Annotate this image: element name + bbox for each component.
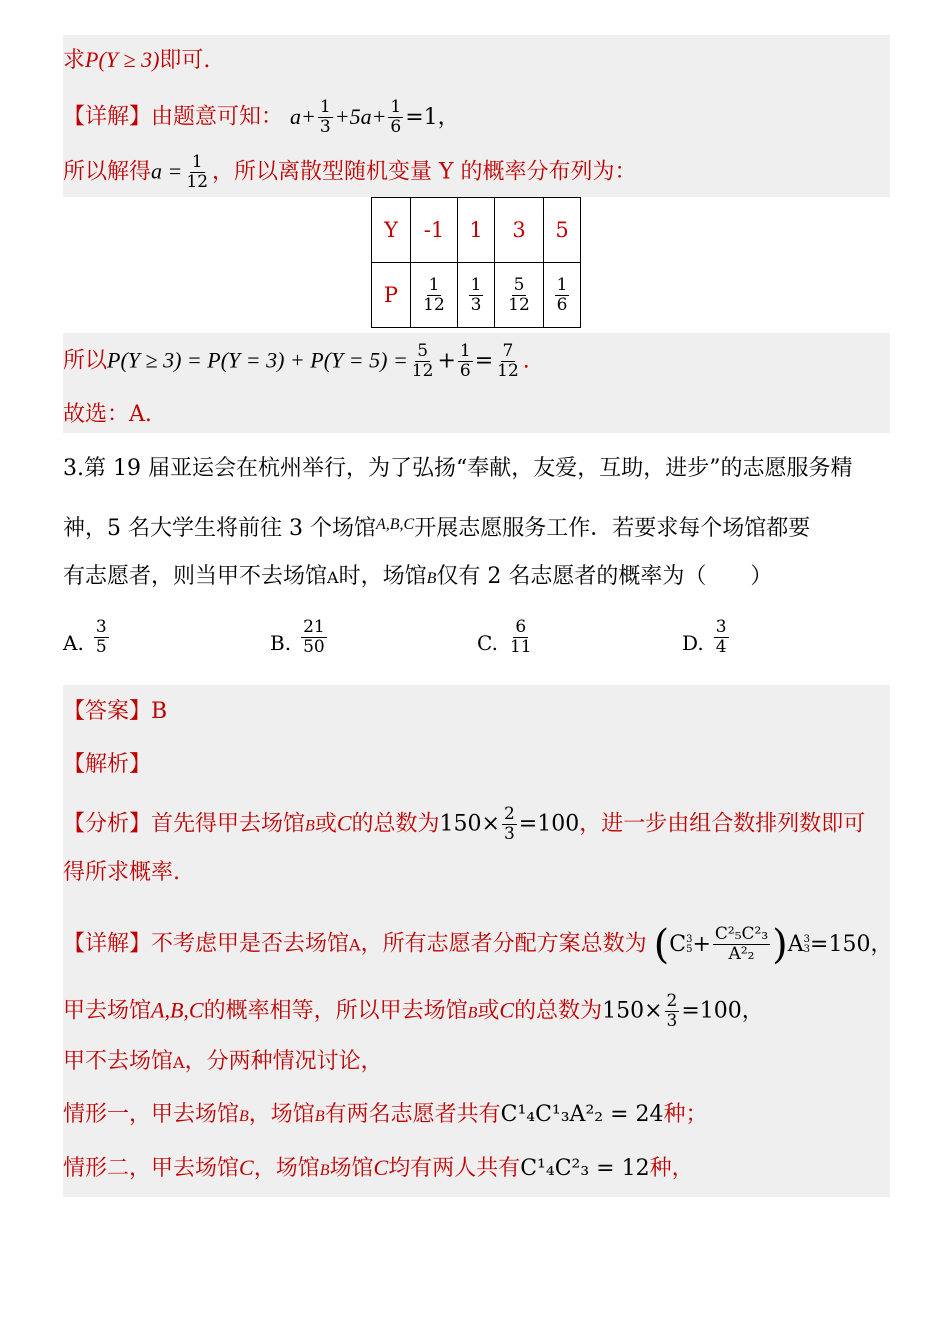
text: 或: [477, 998, 500, 1024]
denominator: 6: [459, 361, 471, 381]
text: 神，5 名大学生将前往 3 个场馆: [63, 516, 376, 541]
table-cell: 1: [458, 198, 495, 263]
sub: 3: [803, 943, 811, 955]
table-cell: [411, 263, 458, 328]
solve-line: [63, 153, 637, 192]
math-text: C¹₄C¹₃A²₂ = 24: [500, 1102, 664, 1127]
analysis-line-2: 得所求概率.: [63, 860, 180, 885]
math-text: B: [239, 1108, 249, 1125]
numerator: 7: [502, 341, 514, 361]
text: 所以解得: [63, 159, 152, 185]
denominator: 5: [95, 637, 107, 657]
text: ，所有志愿者分配方案总数为: [360, 931, 647, 957]
math-text: 150×: [439, 811, 500, 837]
denominator: 4: [715, 637, 727, 657]
math-text: +5a+: [334, 103, 387, 129]
fraction: [458, 342, 473, 381]
math-text: C: [669, 931, 687, 957]
numerator: 1: [319, 97, 331, 117]
table-cell: 3: [495, 198, 544, 263]
text: ，进一步由组合数排列数即可: [579, 811, 866, 837]
detail-line-3: [63, 1047, 383, 1078]
math-text: B: [305, 817, 315, 835]
denominator: 3: [470, 294, 482, 315]
solution-line-1: [63, 45, 210, 76]
text: 不考虑甲是否去场馆: [151, 931, 350, 957]
numerator: 3: [715, 617, 727, 637]
numerator: 6: [515, 617, 527, 637]
paren: (: [653, 921, 670, 968]
fraction: [421, 276, 447, 315]
analysis-line-1: [63, 805, 865, 844]
math-text: =100: [518, 811, 580, 837]
math-text: C: [239, 1155, 254, 1180]
fraction: [94, 618, 109, 657]
denominator: 50: [303, 637, 325, 657]
text: 甲不去场馆: [63, 1049, 174, 1074]
fraction: [502, 805, 517, 844]
denominator: 12: [186, 172, 209, 192]
math-text: a+: [290, 103, 316, 129]
choice-line: 故选：A.: [63, 402, 152, 427]
fraction: [508, 618, 534, 657]
table-row: [372, 263, 581, 328]
text: 或: [314, 811, 337, 837]
fraction: [495, 342, 521, 381]
text: 由题意可知：: [151, 104, 284, 130]
math-text: C: [373, 1155, 389, 1180]
math-text: a =: [151, 158, 183, 184]
math-text: P(Y ≥ 3) = P(Y = 3) + P(Y = 5) =: [107, 347, 408, 373]
table-cell: Y: [372, 198, 411, 263]
fraction: [388, 98, 403, 137]
math-text: 150×: [602, 998, 663, 1024]
numerator: 5: [513, 274, 525, 295]
numerator: 5: [417, 341, 429, 361]
sup: 3: [803, 933, 811, 945]
math-text: A: [349, 935, 361, 955]
math-text: C¹₄C²₃ = 12: [520, 1156, 650, 1181]
math-text: =1，: [405, 104, 460, 130]
text: 即可.: [159, 48, 211, 73]
math-text: B: [426, 570, 437, 587]
distribution-table: [371, 197, 581, 328]
text: .: [522, 348, 530, 374]
table-cell: -1: [411, 198, 458, 263]
answer-line: 【答案】B: [63, 699, 168, 724]
denominator: A²₂: [728, 944, 755, 964]
denominator: 12: [423, 294, 445, 315]
text: 甲去场馆: [63, 998, 152, 1024]
text: 有志愿者，则当甲不去场馆: [63, 564, 328, 589]
text: 的总数为: [514, 998, 603, 1024]
fraction: [184, 153, 210, 192]
math-text: A,B,C: [375, 516, 415, 533]
text: 种；: [663, 1102, 708, 1127]
text: 首先得甲去场馆: [151, 811, 306, 837]
math-text: B: [319, 1162, 330, 1179]
denominator: 3: [319, 117, 331, 137]
math-text: B: [467, 1004, 478, 1022]
text: 的总数为: [351, 811, 440, 837]
math-text: +: [437, 348, 456, 374]
fraction: [714, 618, 729, 657]
math-text: A: [787, 931, 804, 957]
text: ，场馆: [248, 1102, 315, 1127]
text: 有两名志愿者共有: [324, 1102, 501, 1127]
table-row: [372, 198, 581, 263]
fraction: [469, 276, 484, 315]
numerator: 1: [459, 341, 471, 361]
equation: [290, 97, 460, 137]
numerator: 1: [390, 97, 402, 117]
detail-tag: 【详解】: [63, 931, 152, 957]
text: 情形一，甲去场馆: [63, 1102, 240, 1127]
table-cell: [544, 263, 581, 328]
math-expr: P(Y ≥ 3): [85, 47, 160, 72]
denominator: 12: [411, 361, 434, 381]
option-a[interactable]: [63, 618, 111, 657]
numerator: C²₅C²₃: [714, 924, 769, 944]
table-cell: P: [372, 263, 411, 328]
question-line-1: 3.第 19 届亚运会在杭州举行，为了弘扬“奉献，友爱，互助，进步”的志愿服务精: [63, 456, 853, 481]
denominator: 3: [666, 1011, 678, 1031]
denominator: 3: [503, 824, 515, 844]
text: 的概率相等，所以甲去场馆: [203, 998, 468, 1024]
denominator: 6: [556, 294, 568, 315]
table-cell: [458, 263, 495, 328]
text: ，所以离散型随机变量 Y 的概率分布列为：: [212, 159, 637, 185]
numerator: 1: [470, 274, 482, 295]
math-text: =100，: [681, 998, 764, 1024]
option-c[interactable]: [477, 618, 536, 657]
numerator: 2: [503, 804, 515, 824]
paren: ): [772, 921, 788, 968]
analysis-tag: 【分析】: [63, 811, 152, 837]
math-text: =: [474, 348, 494, 374]
fraction: [318, 98, 333, 137]
denominator: 11: [509, 637, 532, 657]
numerator: 1: [556, 274, 568, 295]
math-text: A: [327, 568, 339, 587]
sub: 5: [686, 943, 693, 955]
numerator: 2: [666, 991, 678, 1011]
numerator: 21: [303, 617, 325, 637]
numerator: 1: [191, 152, 203, 172]
detail-line-4: [63, 1100, 708, 1132]
text: ，场馆: [253, 1156, 320, 1181]
detail-line-2: [63, 992, 764, 1031]
option-d[interactable]: [682, 618, 731, 657]
math-text: C: [499, 997, 515, 1023]
sup: 3: [686, 933, 693, 945]
math-text: C: [336, 810, 352, 836]
detail-line-5: [63, 1153, 694, 1186]
probability-line: [63, 342, 530, 381]
fraction: [506, 276, 532, 315]
text: 仅有 2 名志愿者的概率为（ ）: [436, 564, 773, 589]
combination-expr: [653, 921, 893, 968]
option-label: C.: [477, 631, 498, 655]
text: 开展志愿服务工作．若要求每个场馆都要: [414, 516, 811, 541]
fraction: [410, 342, 436, 381]
denominator: 12: [497, 361, 519, 381]
math-text: B: [314, 1108, 325, 1125]
table-cell: [495, 263, 544, 328]
denominator: 6: [390, 117, 402, 137]
fraction: [665, 992, 680, 1031]
detail-line-1: [63, 921, 893, 968]
detail-tag: 【详解】: [63, 104, 152, 130]
text: 情形二，甲去场馆: [63, 1156, 240, 1181]
math-text: +: [692, 931, 711, 957]
math-text: =150，: [810, 931, 893, 957]
option-label: D.: [682, 631, 704, 655]
numerator: 3: [95, 617, 107, 637]
option-b[interactable]: [270, 618, 329, 657]
text: 场馆: [329, 1156, 374, 1181]
text: 种，: [649, 1156, 694, 1181]
analysis-heading: 【解析】: [63, 752, 152, 777]
math-text: A: [173, 1053, 185, 1072]
math-text: A,B,C: [151, 997, 204, 1023]
fraction: [301, 618, 327, 657]
text: 所以: [63, 348, 108, 374]
detail-line: [63, 98, 460, 137]
text: ，分两种情况讨论，: [184, 1049, 383, 1074]
option-label: B.: [270, 631, 292, 655]
fraction: [713, 925, 770, 964]
numerator: 1: [428, 274, 440, 295]
question-line-3: [63, 562, 772, 594]
text: 均有两人共有: [388, 1156, 521, 1181]
fraction: [555, 276, 570, 315]
denominator: 12: [508, 294, 530, 315]
table-cell: 5: [544, 198, 581, 263]
question-line-2: [63, 510, 810, 544]
text: 时，场馆: [338, 564, 427, 589]
option-label: A.: [63, 631, 84, 655]
text: 求: [63, 48, 86, 73]
